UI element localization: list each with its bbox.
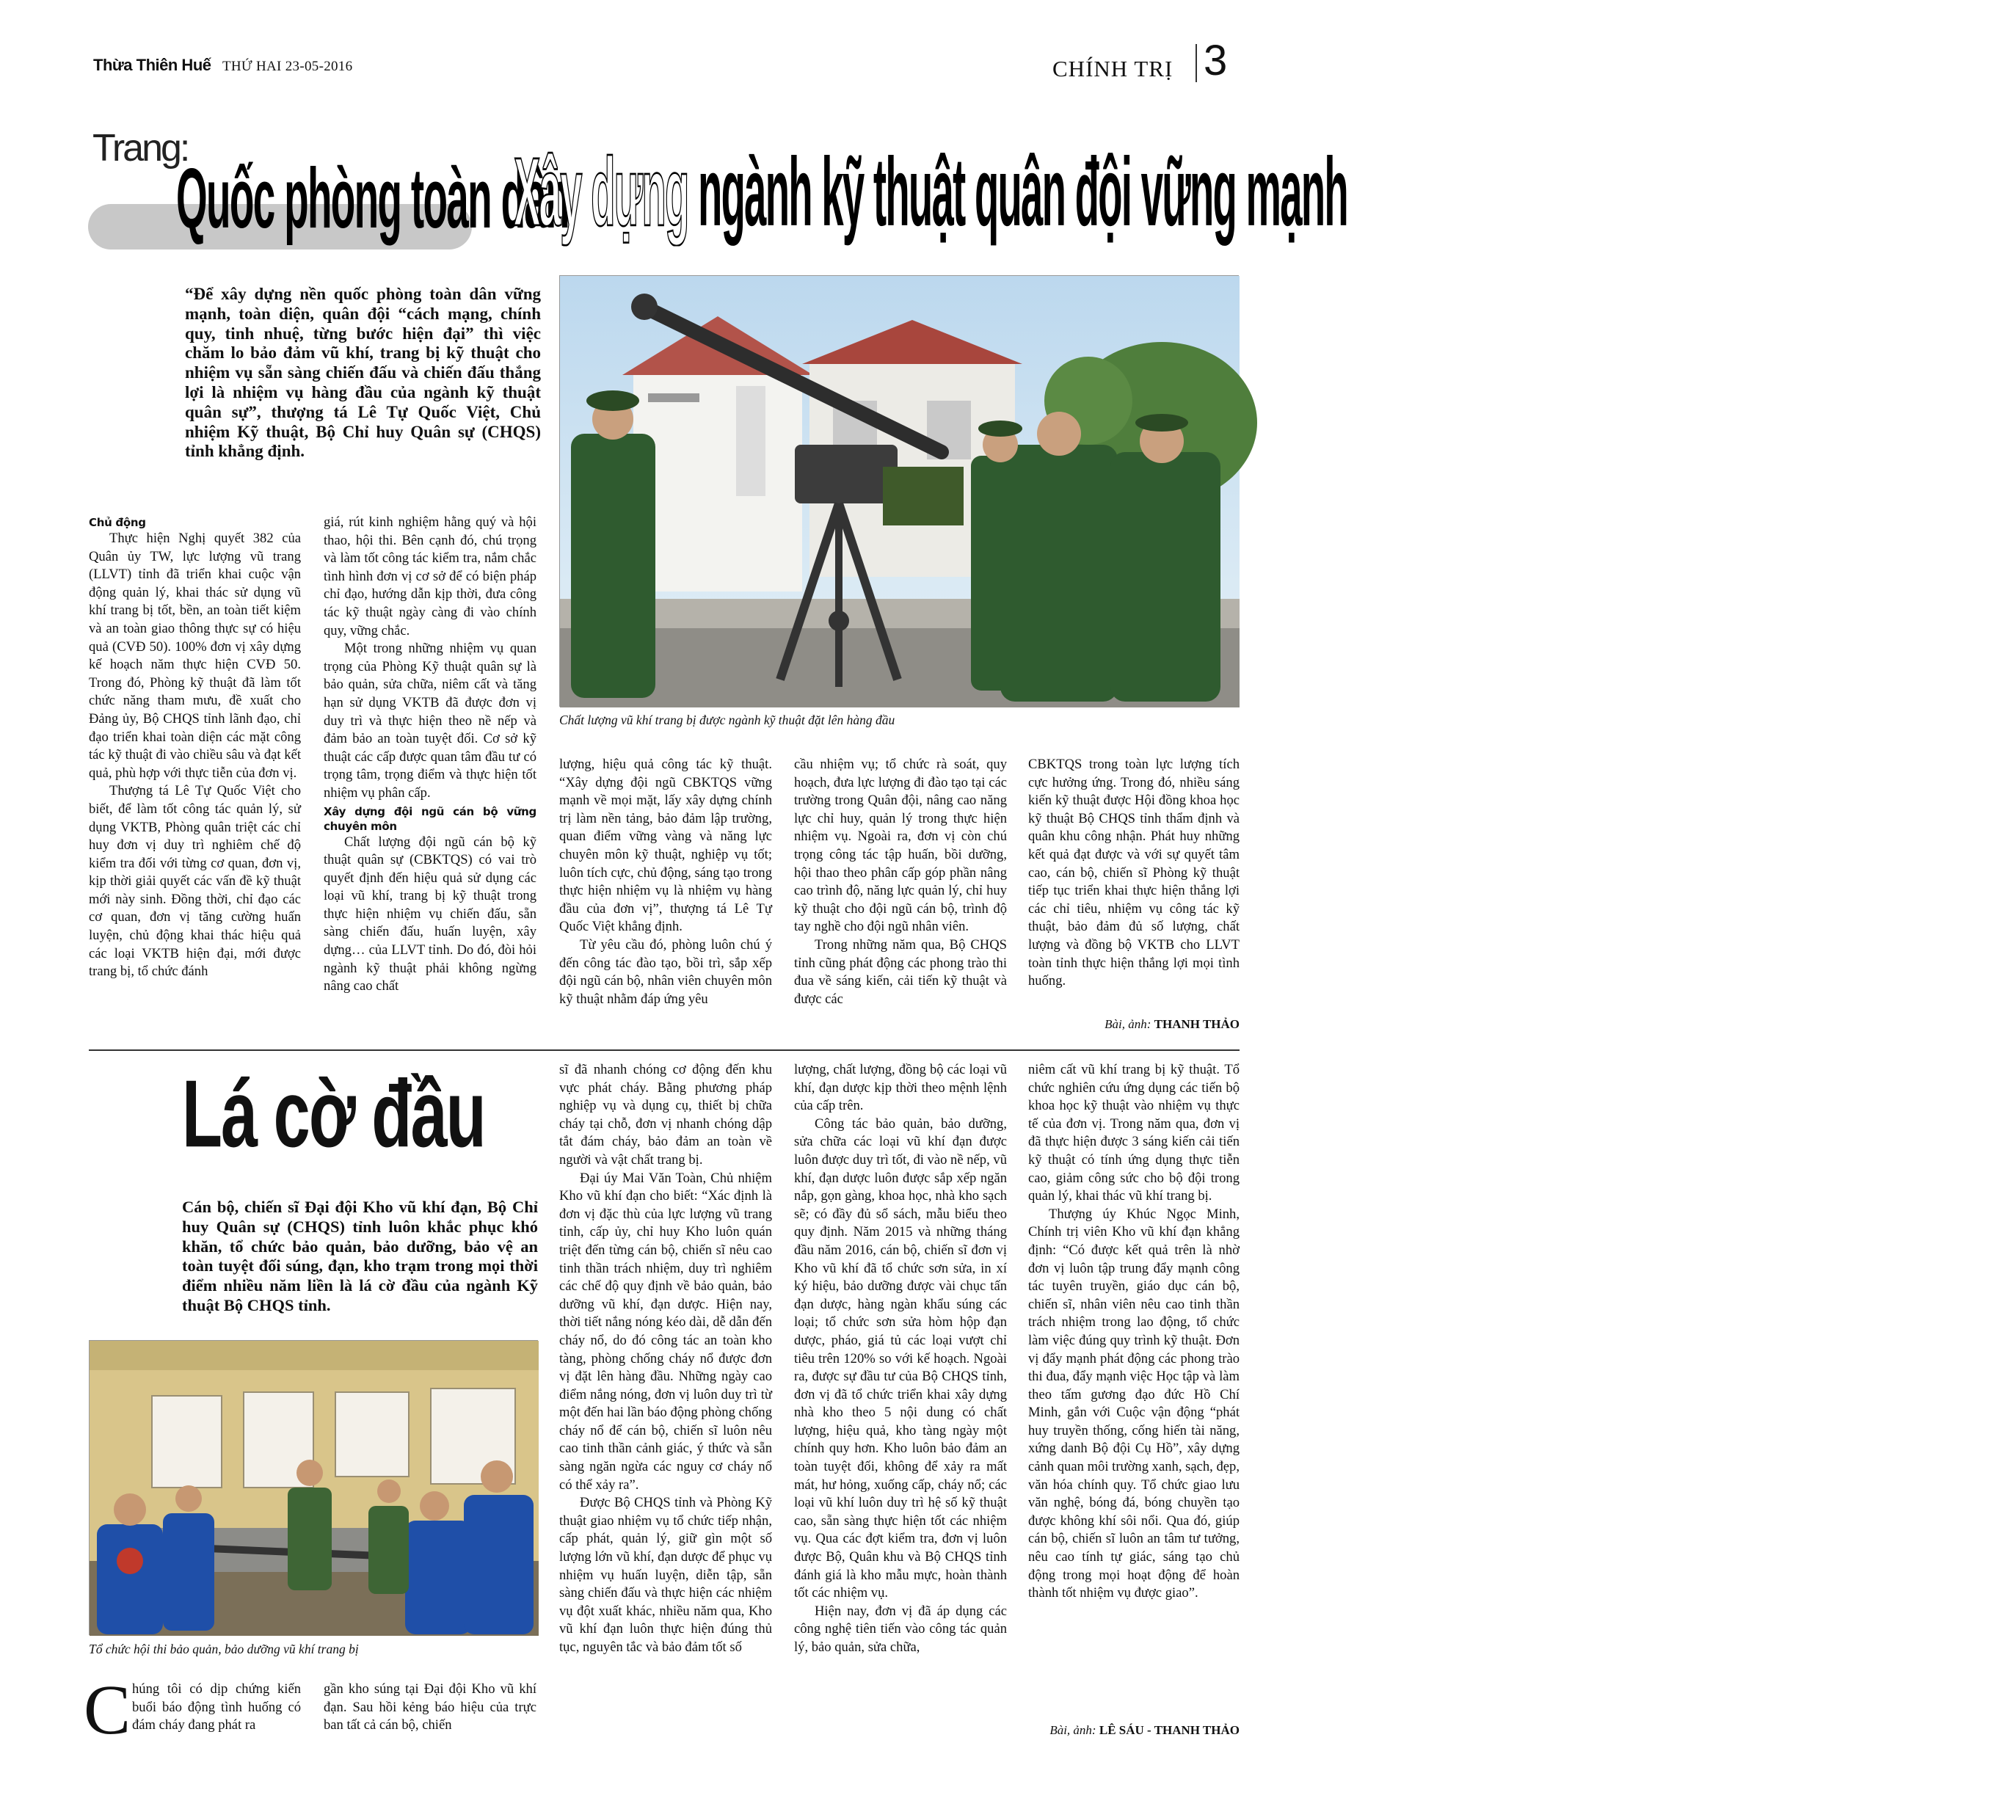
paper-name: Thừa Thiên Huế: [93, 56, 211, 74]
article2-column-2: gần kho súng tại Đại đội Kho vũ khí đạn. Sau hồi kẻng báo hiệu của trực ban tất cả cán bộ, chiến: [324, 1681, 536, 1733]
article1-column-4: cầu nhiệm vụ; tổ chức rà soát, quy hoạch, đưa lực lượng đi đào tạo tại các trường trong Quân đội, nâng cao năng lực chỉ huy, quản lý trong thực hiện nhiệm vụ. Ngoài ra, đơn vị còn chú trọng công tác tập huấn, bồi dưỡng, hội thao theo phân cấp góp phần nâng cao trình độ, năng lực quản lý, chỉ huy kỹ thuật cho đội ngũ cán bộ, trình độ tay nghề cho đội ngũ nhân viên. Trong những năm qua, Bộ CHQS tỉnh cũng phát động các phong trào thi đua về sáng kiến, cải tiến kỹ thuật và được các: [794, 757, 1007, 1007]
article2-lead: Cán bộ, chiến sĩ Đại đội Kho vũ khí đạn, Bộ Chỉ huy Quân sự (CHQS) tỉnh luôn khắc phục khó khăn, tổ chức bảo quản, bảo dưỡng, bảo vệ an toàn tuyệt đối súng, đạn, kho trạm trong mọi thời điểm nhiều năm liền là lá cờ đầu của ngành Kỹ thuật Bộ CHQS tỉnh.: [182, 1198, 538, 1314]
article1-credit: Bài, ảnh: THANH THẢO: [1105, 1017, 1240, 1031]
article1-column-2: giá, rút kinh nghiệm hằng quý và hội thao, hội thi. Bên cạnh đó, chú trọng và làm tốt công tác kiểm tra, nắm chắc tình hình đơn vị cơ sở để có biện pháp chỉ đạo, hướng dẫn kịp thời, đưa công tác kỹ thuật ngày càng đi vào chính quy, vững chắc. Một trong những nhiệm vụ quan trọng của Phòng Kỹ thuật quân sự là bảo quản, sửa chữa, niêm cất và tăng hạn sử dụng VKTB đã được đơn vị duy trì và thực hiện theo nề nếp và đảm bảo an toàn tuyệt đối. Cơ sở kỹ thuật các cấp được quan tâm đầu tư có trọng tâm, trọng điểm và thực hiện tốt nhiệm vụ phân cấp. Xây dựng đội ngũ cán bộ vững chuyên môn Chất lượng đội ngũ cán bộ kỹ thuật quân sự (CBKTQS) có vai trò quyết định đến hiệu quả sử dụng các loại vũ khí, trang bị kỹ thuật trong thực hiện nhiệm vụ chiến đấu, sẵn sàng chiến đấu, huấn luyện, xây dựng… của LLVT tỉnh. Do đó, đòi hỏi ngành kỹ thuật phải không ngừng nâng cao chất: [324, 514, 536, 994]
article1-photo-caption: Chất lượng vũ khí trang bị được ngành kỹ thuật đặt lên hàng đầu: [559, 713, 895, 727]
subheading-xay-dung-doi-ngu: Xây dựng đội ngũ cán bộ vững chuyên môn: [324, 804, 536, 833]
page-tag-prefix: Trang:: [92, 127, 189, 170]
page-tag: [87, 121, 569, 257]
page-header: [0, 0, 1322, 84]
article2-dropcap: C: [84, 1670, 131, 1749]
article2-photo-caption: Tổ chức hội thi bảo quản, bảo dưỡng vũ khí trang bị: [89, 1642, 359, 1656]
weapon-maintenance-contest-photo: [89, 1340, 538, 1635]
article2-column-3: sĩ đã nhanh chóng cơ động đến khu vực phát cháy. Bằng phương pháp nghiệp vụ và dụng cụ, thiết bị chữa cháy tại chỗ, đơn vị nhanh chóng dập tắt đám cháy, bảo đảm an toàn về người và vật chất trang bị. Đại úy Mai Văn Toàn, Chủ nhiệm Kho vũ khí đạn cho biết: “Xác định là đơn vị đặc thù của lực lượng vũ trang tỉnh, cấp ủy, chỉ huy Kho luôn quán triệt đến từng cán bộ, chiến sĩ nêu cao tinh thần trách nhiệm, duy trì nghiêm các chế độ quy định về bảo quản, bảo dưỡng vũ khí, đạn dược. Hiện nay, thời tiết nắng nóng kéo dài, dễ dẫn đến cháy nổ, do đó công tác an toàn kho tàng, phòng chống cháy nổ được đơn vị đặt lên hàng đầu. Những ngày cao điểm nắng nóng, đơn vị luôn duy trì từ một đến hai lần báo động phòng chống cháy nổ để cán bộ, chiến sĩ luôn nêu cao tinh thần cảnh giác, ý thức và sẵn sàng ngăn ngừa các nguy cơ cháy nổ có thể xảy ra”. Được Bộ CHQS tỉnh và Phòng Kỹ thuật giao nhiệm vụ tổ chức tiếp nhận, cấp phát, quản lý, giữ gìn một số lượng lớn vũ khí, đạn dược để phục vụ nhiệm vụ huấn luyện, diễn tập, sẵn sàng chiến đấu và thực hiện các nhiệm vụ đột xuất khác, nhiều năm qua, Kho vũ khí đạn luôn thực hiện đúng thủ tục, nguyên tắc và bảo đảm tốt số: [559, 1062, 772, 1655]
article2-column-5: niêm cất vũ khí trang bị kỹ thuật. Tổ chức nghiên cứu ứng dụng các tiến bộ khoa học kỹ thuật vào nhiệm vụ thực tế của đơn vị. Trong năm qua, đơn vị đã thực hiện được 3 sáng kiến cải tiến kỹ thuật có tính ứng dụng thực tiễn cao, giảm công sức cho bộ đội trong quản lý, khai thác vũ khí trang bị. Thượng úy Khúc Ngọc Minh, Chính trị viên Kho vũ khí đạn khẳng định: “Có được kết quả trên là nhờ đơn vị luôn tập trung đẩy mạnh công tác tuyên truyền, giáo dục cán bộ, chiến sĩ, nhân viên nêu cao tinh thần trách nhiệm trong lao động, tổ chức làm việc đúng quy trình kỹ thuật. Đơn vị đẩy mạnh phát động các phong trào thi đua, đẩy mạnh việc Học tập và làm theo tấm gương đạo đức Hồ Chí Minh, gắn với Cuộc vận động “phát huy truyền thống, cống hiến tài năng, xứng danh Bộ đội Cụ Hồ”, xây dựng cảnh quan môi trường xanh, sạch, đẹp, văn hóa chính quy. Tổ chức giao lưu văn nghệ, bóng đá, bóng chuyền tạo được không khí sôi nổi. Qua đó, giúp cán bộ, chiến sĩ luôn an tâm tư tưởng, nêu cao tính tự giác, sáng tạo chủ động trong mọi hoạt động để hoàn thành tốt nhiệm vụ được giao”.: [1028, 1062, 1240, 1601]
page-tag-title: Quốc phòng toàn dân: [176, 150, 569, 246]
issue-date: THỨ HAI 23-05-2016: [222, 59, 353, 74]
article1-column-3: lượng, hiệu quả công tác kỹ thuật. “Xây dựng đội ngũ CBKTQS vững mạnh về mọi mặt, lấy xây dựng chính trị làm nền tảng, bảo đảm lập trường, quan điểm vững vàng và năng lực chuyên môn kỹ thuật, nghiệp vụ tốt; luôn tích cực, chủ động, sáng tạo trong thực hiện nhiệm vụ là nhiệm vụ hàng đầu của đơn vị”, thượng tá Lê Tự Quốc Việt khẳng định. Từ yêu cầu đó, phòng luôn chú ý đến công tác đào tạo, bồi trì, sắp xếp đội ngũ cán bộ, nhân viên chuyên môn kỹ thuật nhằm đáp ứng yêu: [559, 757, 772, 1007]
headline-outline-part: Xây dựng: [514, 136, 688, 247]
article1-lead: “Để xây dựng nền quốc phòng toàn dân vững mạnh, toàn diện, quân đội “cách mạng, chính quy, tinh nhuệ, từng bước hiện đại” thì việc chăm lo bảo đảm vũ khí, trang bị kỹ thuật cho nhiệm vụ sẵn sàng chiến đấu và chiến đấu thắng lợi là nhiệm vụ hàng đầu của ngành kỹ thuật quân sự”, thượng tá Lê Tự Quốc Việt, Chủ nhiệm Kỹ thuật, Bộ Chỉ huy Quân sự (CHQS) tỉnh khẳng định.: [185, 285, 541, 461]
article1-column-5: CBKTQS trong toàn lực lượng tích cực hưởng ứng. Trong đó, nhiều sáng kiến kỹ thuật được Hội đồng khoa học kỹ thuật Bộ CHQS tỉnh thẩm định và quân khu công nhận. Phát huy những kết quả đạt được và với sự quyết tâm cao, cán bộ, chiến sĩ Phòng kỹ thuật tiếp tục triển khai thực hiện thắng lợi các chỉ tiêu, nhiệm vụ công tác kỹ thuật, bảo đảm đủ số lượng, chất lượng và đồng bộ VKTB cho LLVT toàn tỉnh thực hiện thắng lợi mọi tình huống.: [1028, 757, 1240, 989]
header-divider: [1196, 44, 1197, 82]
page-number: 3: [1204, 37, 1228, 84]
headline-bold-part: ngành kỹ thuật quân đội vững mạnh: [698, 136, 1347, 247]
article1-column-1: Chủ động Thực hiện Nghị quyết 382 của Quân ủy TW, lực lượng vũ trang (LLVT) tỉnh đã triển khai cuộc vận động quản lý, khai thác sử dụng vũ khí trang bị tốt, bền, an toàn tiết kiệm và an toàn giao thông thực sự có hiệu quả (CVĐ 50). 100% đơn vị xây dựng kế hoạch năm thực hiện CVĐ 50. Trong đó, Phòng kỹ thuật đã làm tốt chức năng tham mưu, đề xuất cho Đảng ủy, Bộ CHQS tỉnh lãnh đạo, chỉ đạo triển khai toàn diện các mặt công tác kỹ thuật đi vào chiều sâu và đạt kết quả, phù hợp với thực tiễn của đơn vị. Thượng tá Lê Tự Quốc Việt cho biết, để làm tốt công tác quản lý, sử dụng VKTB, Phòng quân triệt các chỉ huy đơn vị duy trì nghiêm chế độ kiểm tra đối với từng cơ quan, đơn vị, kịp thời giải quyết các vấn đề kỹ thuật mới này sinh. Đồng thời, chỉ đạo các cơ quan, đơn vị tăng cường huấn luyện, chủ động khai thác hiệu quả các loại VKTB hiện đại, mới được trang bị, tổ chức đánh: [89, 516, 301, 980]
section-divider: [89, 1049, 1240, 1051]
subheading-chu-dong: Chủ động: [89, 516, 146, 529]
article2-credit: Bài, ảnh: LÊ SÁU - THANH THẢO: [1049, 1723, 1240, 1737]
section-name: CHÍNH TRỊ: [1052, 56, 1173, 81]
soldiers-inspecting-machine-gun-photo: [559, 275, 1239, 707]
article2-headline: Lá cờ đầu: [182, 1060, 485, 1168]
article1-headline: [514, 132, 1347, 264]
article2-column-1: húng tôi có dịp chứng kiến buổi báo động tình huống có đám cháy đang phát ra: [132, 1681, 301, 1733]
article2-column-4: lượng, chất lượng, đồng bộ các loại vũ khí, đạn dược kịp thời theo mệnh lệnh của cấp trên. Công tác bảo quản, bảo dưỡng, sửa chữa các loại vũ khí đạn được luôn được duy trì tốt, đi vào nề nếp, vũ khí, đạn dược luôn được sắp xếp ngăn nắp, gọn gàng, khoa học, nhà kho sạch sẽ; có đầy đủ sổ sách, mẫu biểu theo quy định. Năm 2015 và những tháng đầu năm 2016, cán bộ, chiến sĩ đơn vị Kho vũ khí đã tổ chức sơn sửa, in xí ký hiệu, bảo dưỡng được vài chục tấn đạn dược, hàng ngàn khẩu súng các loại; tổ chức sơn sửa hòm hộp đạn dược, pháo, giá tủ các loại vượt chỉ tiêu trên 120% so với kế hoạch. Ngoài ra, được sự đầu tư của Bộ CHQS tỉnh, đơn vị đã tổ chức triển khai xây dựng nhà kho theo 5 nội dung có chất lượng, hiệu quả, kho tàng ngày một chính quy hơn. Kho luôn bảo đảm an toàn tuyệt đối, không để xảy ra mất mát, hư hỏng, xuống cấp, cháy nổ; các loại vũ khí luôn duy trì hệ số kỹ thuật cao, sẵn sàng thực hiện tốt các nhiệm vụ. Qua các đợt kiểm tra, đơn vị luôn được Bộ, Quân khu và Bộ CHQS tỉnh đánh giá là kho mẫu mực, hoàn thành tốt các nhiệm vụ. Hiện nay, đơn vị đã áp dụng các công nghệ tiên tiến vào công tác quản lý, bảo quản, sửa chữa,: [794, 1062, 1007, 1655]
